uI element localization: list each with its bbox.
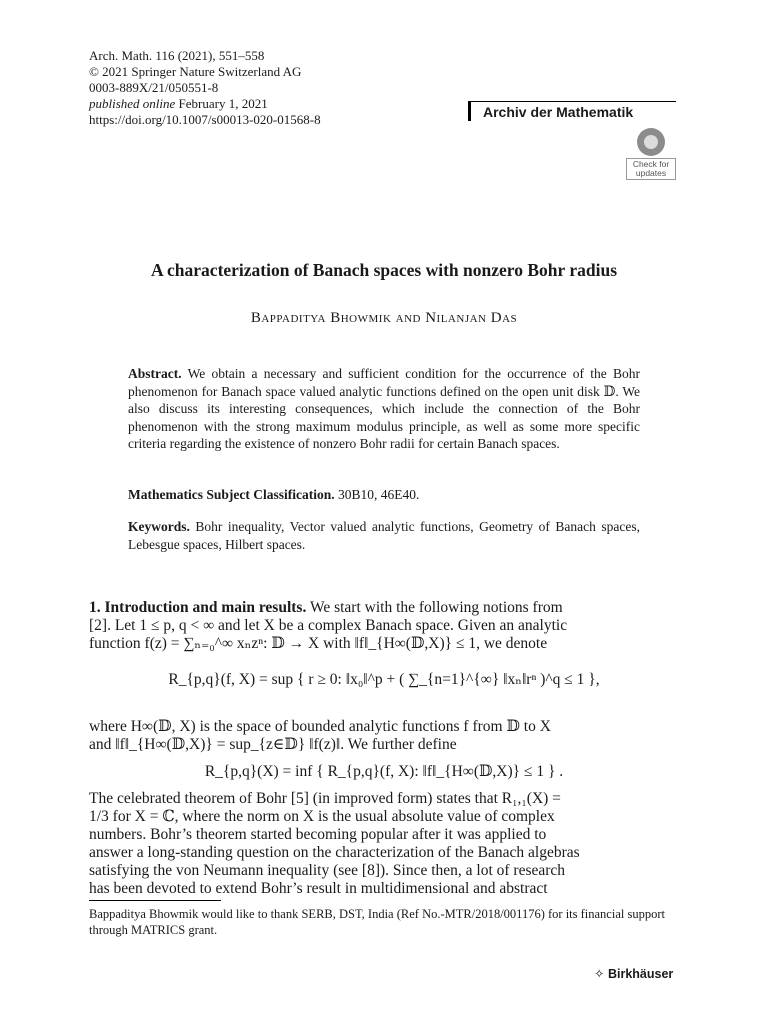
intro-line-5: and ‖f‖_{H∞(𝔻,X)} = sup_{z∈𝔻} ‖f(z)‖. We further define [89, 736, 457, 753]
check-updates-line2: updates [635, 168, 667, 178]
keywords-text: Bohr inequality, Vector valued analytic functions, Geometry of Banach spaces, Lebesgue spaces, Hilbert spaces. [128, 519, 640, 552]
intro-paragraph-1 [89, 599, 678, 653]
p2-line-2: 1/3 for X = ℂ, where the norm on X is the usual absolute value of complex [89, 808, 555, 825]
intro-line-3: function f(z) = ∑ₙ₌₀^∞ xₙzⁿ: 𝔻 → X with ‖f‖_{H∞(𝔻,X)} ≤ 1, we denote [89, 635, 548, 652]
abstract [128, 365, 640, 453]
abstract-label: Abstract. [128, 366, 182, 381]
p2-line-1b: ] (in improved form) states that R₁,₁(X) = [303, 790, 561, 807]
p2-line-5a: satisfying the von Neumann inequality (see [ [89, 862, 368, 879]
published-label: published online [89, 96, 176, 111]
citation-link-8[interactable]: 8 [367, 862, 375, 879]
intro-paragraph-2 [89, 790, 678, 898]
intro-paragraph-1b [89, 718, 678, 754]
publisher-logo [594, 966, 673, 981]
check-updates-icon [637, 128, 665, 156]
footnote-rule [89, 900, 221, 901]
paper-authors: Bappaditya Bhowmik and Nilanjan Das [250, 310, 518, 326]
p2-line-1a: The celebrated theorem of Bohr [ [89, 790, 297, 807]
equation-r-pq-x: R_{p,q}(X) = inf { R_{p,q}(f, X): ‖f‖_{H∞(𝔻,X)} ≤ 1 } . [204, 763, 564, 780]
publisher-name: Birkhäuser [607, 967, 674, 981]
publication-info [89, 48, 321, 128]
msc-classification [128, 486, 640, 504]
bracket: [ [89, 617, 95, 634]
intro-line-1: We start with the following notions from [306, 599, 563, 616]
p2-line-3: numbers. Bohr’s theorem started becoming popular after it was applied to [89, 826, 547, 843]
msc-text: 30B10, 46E40. [334, 487, 420, 502]
footnote: Bappaditya Bhowmik would like to thank SERB, DST, India (Ref No.-MTR/2018/001176) for its financial support through MATRICS grant. [89, 907, 665, 937]
p2-line-6: has been devoted to extend Bohr’s result in multidimensional and abstract [89, 880, 548, 897]
birkhauser-icon: ✧ [594, 967, 608, 981]
keywords [128, 518, 640, 553]
citation-link-5[interactable]: 5 [296, 790, 304, 807]
journal-name: Archiv der Mathematik [468, 101, 676, 121]
intro-line-2: ]. Let 1 ≤ p, q < ∞ and let X be a complex Banach space. Given an analytic [101, 617, 568, 634]
published-date: February 1, 2021 [175, 96, 268, 111]
p2-line-4: answer a long-standing question on the characterization of the Banach algebras [89, 844, 580, 861]
doi-link[interactable]: https://doi.org/10.1007/s00013-020-01568-8 [89, 112, 321, 127]
equation-r-pq-f: R_{p,q}(f, X) = sup { r ≥ 0: ‖x₀‖^p + ( ∑_{n=1}^{∞} ‖xₙ‖rⁿ )^q ≤ 1 }, [168, 671, 600, 688]
check-for-updates-button[interactable] [626, 128, 676, 180]
copyright-line: © 2021 Springer Nature Switzerland AG [89, 64, 302, 79]
citation-link-2[interactable]: 2 [94, 617, 102, 634]
section-heading: 1. Introduction and main results. [89, 599, 307, 616]
citation-line: Arch. Math. 116 (2021), 551–558 [89, 48, 265, 63]
check-updates-line1: Check for [632, 159, 670, 169]
msc-label: Mathematics Subject Classification. [128, 487, 335, 502]
abstract-text: We obtain a necessary and sufficient condition for the occurrence of the Bohr phenomenon for Banach space valued analytic functions defined on the open unit disk 𝔻. We also discuss its interesting consequences, which include the connection of the Bohr phenomenon with the strong maximum modulus principle, as well as some more specific criteria regarding the existence of nonzero Bohr radii for certain Banach spaces. [128, 366, 640, 451]
keywords-label: Keywords. [128, 519, 190, 534]
intro-line-4: where H∞(𝔻, X) is the space of bounded analytic functions f from 𝔻 to X [89, 718, 551, 735]
check-updates-label [626, 158, 676, 180]
published-line [89, 96, 321, 112]
paper-title: A characterization of Banach spaces with nonzero Bohr radius [150, 260, 617, 280]
issn-line: 0003-889X/21/050551-8 [89, 80, 219, 95]
p2-line-5b: ]). Since then, a lot of research [374, 862, 566, 879]
